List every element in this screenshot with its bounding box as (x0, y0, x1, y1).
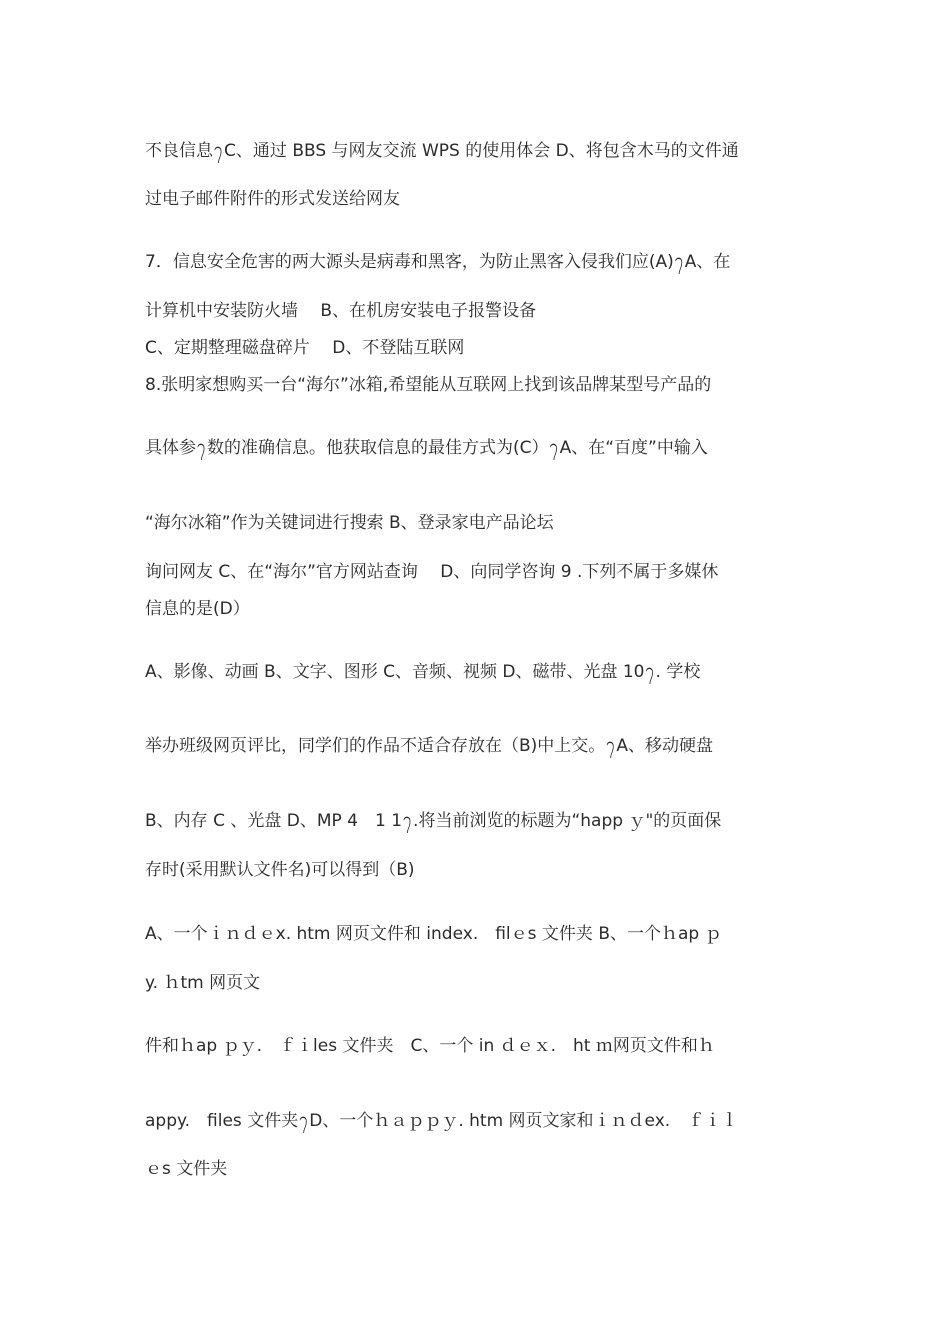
question-11-option-d-cont: ｅs 文件夹 (145, 1159, 228, 1179)
text-line-1: 不良信息᭢C、通过 BBS 与网友交流 WPS 的使用体会 D、将包含木马的文件通 (145, 141, 739, 161)
question-8-line-2: 具体参᭢数的准确信息。他获取信息的最佳方式为(C）᭢A、在“百度”中输入 (145, 438, 708, 458)
text-line-2: 过电子邮件附件的形式发送给网友 (145, 189, 400, 209)
question-9-options: A、影像、动画 B、文字、图形 C、音频、视频 D、磁带、光盘 10᭢. 学校 (145, 662, 701, 682)
question-10-line-2: 举办班级网页评比，同学们的作品不适合存放在（B)中上交。᭢A、移动硬盘 (145, 736, 713, 756)
question-11-line-2: 存时(采用默认文件名)可以得到（B) (145, 860, 415, 880)
question-7-line-2: 计算机中安装防火墙 B、在机房安装电子报警设备 (145, 301, 537, 321)
question-11-option-d: appy. files 文件夹᭢D、一个ｈａｐｐｙ. htm 网页文家和ｉｎｄex. ｆｉｌ (145, 1111, 739, 1131)
question-7-line-3: C、定期整理磁盘碎片 D、不登陆互联网 (145, 338, 465, 358)
question-7-line-1: 7．信息安全危害的两大源头是病毒和黑客，为防止黑客入侵我们应(A)᭢A、在 (145, 252, 731, 272)
question-11-option-a: A、一个ｉｎｄｅx. htm 网页文件和 index. filｅs 文件夹 B、一个ｈap ｐ (145, 924, 722, 944)
question-11-option-b-cont: y. ｈtm 网页文 (145, 973, 261, 993)
question-8-line-1: 8.张明家想购买一台“海尔”冰箱,希望能从互联网上找到该品牌某型号产品的 (145, 375, 712, 395)
question-9-line-2: 信息的是(D） (145, 599, 250, 619)
question-11-option-c: 件和ｈap ｐｙ. ｆｉles 文件夹 C、一个 in ｄｅｘ. ht ｍ网页文件和ｈ (145, 1036, 715, 1056)
question-8-line-4: 询问网友 C、在“海尔”官方网站查询 D、向同学咨询 9 .下列不属于多媒休 (145, 562, 719, 582)
question-8-line-3: “海尔冰箱”作为关键词进行搜索 B、登录家电产品论坛 (145, 513, 554, 533)
question-11-line-1: B、内存 C 、光盘 D、MP 4 1 1᭢.将当前浏览的标题为“happ ｙ"的页面保 (145, 811, 722, 831)
